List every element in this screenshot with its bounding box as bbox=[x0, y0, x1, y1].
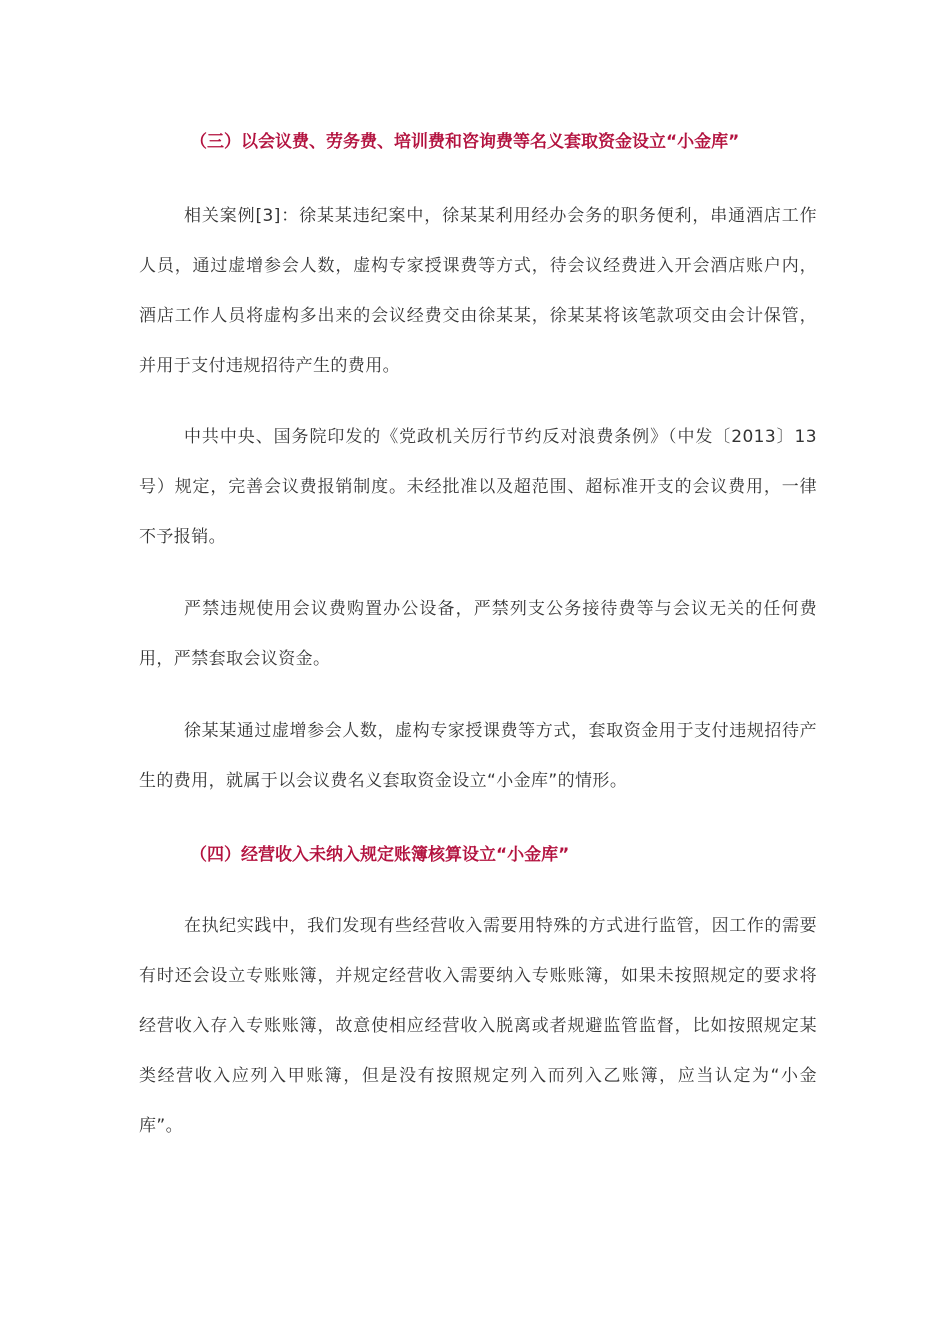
section-heading-3: （三）以会议费、劳务费、培训费和咨询费等名义套取资金设立“小金库” bbox=[190, 132, 740, 152]
section-heading-4: （四）经营收入未纳入规定账簿核算设立“小金库” bbox=[190, 845, 570, 865]
paragraph-practice: 在执纪实践中，我们发现有些经营收入需要用特殊的方式进行监管，因工作的需要有时还会设立专账账簿，并规定经营收入需要纳入专账账簿，如果未按照规定的要求将经营收入存入专账账簿，故意使相应经营收入脱离或者规避监管监督，比如按照规定某类经营收入应列入甲账簿，但是没有按照规定列入而列入乙账簿，应当认定为“小金库”。 bbox=[139, 916, 817, 1136]
paragraph-case-3: 相关案例[3]：徐某某违纪案中，徐某某利用经办会务的职务便利，串通酒店工作人员，通过虚增参会人数，虚构专家授课费等方式，待会议经费进入开会酒店账户内，酒店工作人员将虚构多出来的会议经费交由徐某某，徐某某将该笔款项交由会计保管，并用于支付违规招待产生的费用。 bbox=[139, 206, 817, 376]
paragraph-prohibition: 严禁违规使用会议费购置办公设备，严禁列支公务接待费等与会议无关的任何费用，严禁套取会议资金。 bbox=[139, 599, 817, 669]
paragraph-regulation: 中共中央、国务院印发的《党政机关厉行节约反对浪费条例》（中发〔2013〕13号）规定，完善会议费报销制度。未经批准以及超范围、超标准开支的会议费用，一律不予报销。 bbox=[139, 427, 817, 547]
paragraph-conclusion: 徐某某通过虚增参会人数，虚构专家授课费等方式，套取资金用于支付违规招待产生的费用，就属于以会议费名义套取资金设立“小金库”的情形。 bbox=[139, 721, 817, 791]
